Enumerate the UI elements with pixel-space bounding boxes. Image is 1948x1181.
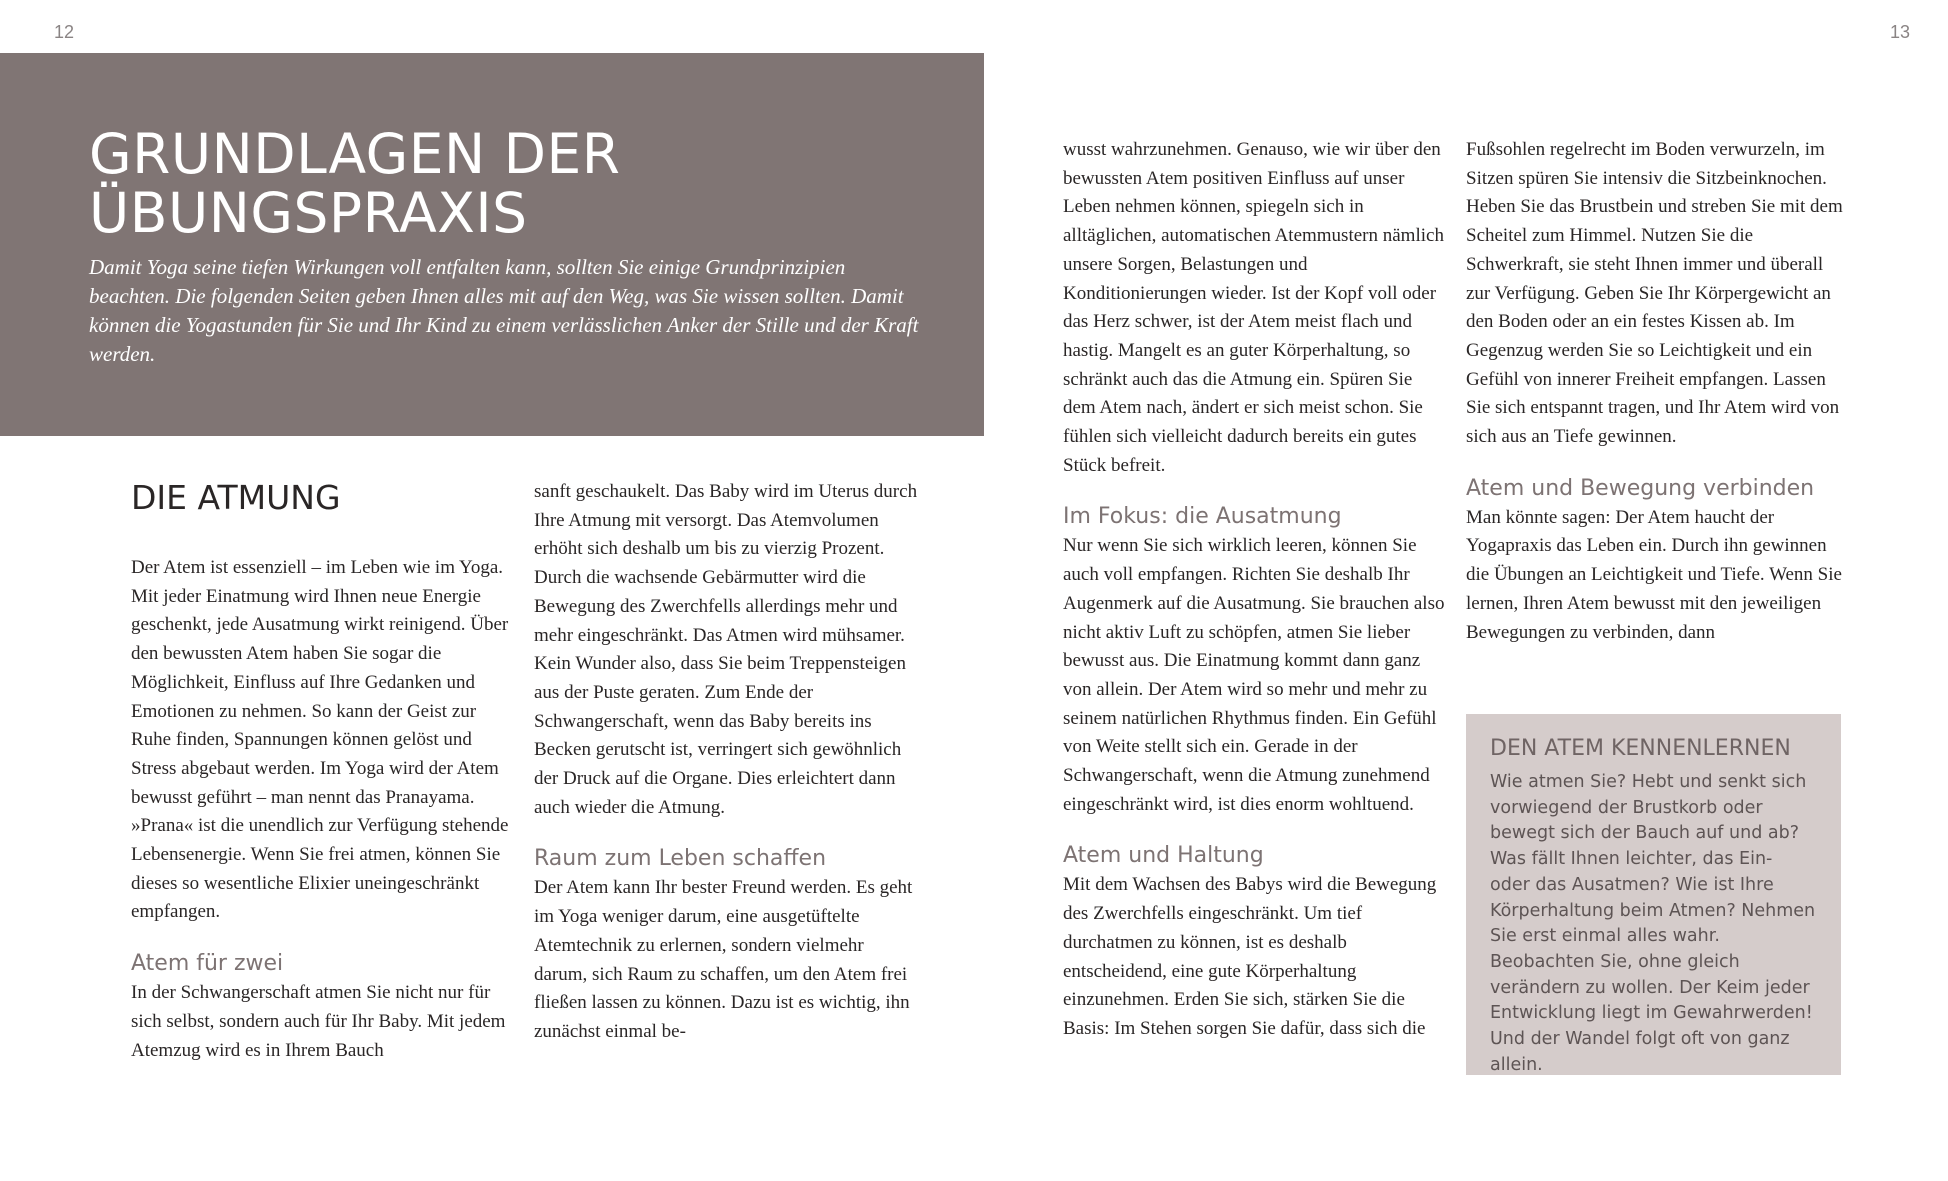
subheading: Atem und Bewegung verbinden: [1466, 475, 1815, 501]
subheading: Im Fokus: die Ausatmung: [1063, 504, 1342, 530]
text-column-3: [1063, 136, 1448, 1044]
paragraph: Der Atem kann Ihr bester Freund werden. Es geht im Yoga weniger darum, eine ausgetüftelte Atemtechnik zu erlernen, sondern vielmehr darum, sich Raum zu schaffen, um den Atem frei fließen lassen zu können. Dazu ist es wichtig, ihn zunächst einmal be-: [534, 877, 913, 1042]
chapter-title: GRUNDLAGEN DER ÜBUNGSPRAXIS: [89, 122, 621, 245]
text-column-1: [131, 478, 516, 1065]
subheading: Raum zum Leben schaffen: [534, 846, 827, 872]
info-box-title: DEN ATEM KENNENLERNEN: [1490, 736, 1791, 761]
paragraph: In der Schwangerschaft atmen Sie nicht nur für sich selbst, sondern auch für Ihr Baby. Mit jedem Atemzug wird es in Ihrem Bauch: [131, 982, 506, 1061]
paragraph: Fußsohlen regelrecht im Boden verwurzeln, im Sitzen spüren Sie intensiv die Sitzbeinknochen. Heben Sie das Brustbein und streben Sie mit dem Scheitel zum Himmel. Nutzen Sie die Schwerkraft, sie steht Ihnen immer und überall zur Verfügung. Geben Sie Ihr Körpergewicht an den Boden oder an ein festes Kissen ab. Im Gegenzug werden Sie so Leichtigkeit und ein Gefühl von innerer Freiheit empfangen. Lassen Sie sich entspannt tragen, und Ihr Atem wird von sich aus an Tiefe gewinnen.: [1466, 139, 1843, 448]
chapter-header: [0, 53, 984, 436]
paragraph: sanft geschaukelt. Das Baby wird im Uterus durch Ihre Atmung mit versorgt. Das Atemvolumen erhöht sich deshalb um bis zu vierzig Prozent. Durch die wachsende Gebärmutter wird die Bewegung des Zwerchfells allerdings mehr und mehr eingeschränkt. Das Atmen wird mühsamer. Kein Wunder also, dass Sie beim Treppensteigen aus der Puste geraten. Zum Ende der Schwangerschaft, wenn das Baby bereits ins Becken gerutscht ist, verringert sich gewöhnlich der Druck auf die Organe. Dies erleichtert dann auch wieder die Atmung.: [534, 481, 918, 818]
text-column-2: [534, 478, 919, 1047]
info-box-text: Wie atmen Sie? Hebt und senkt sich vorwiegend der Brustkorb oder bewegt sich der Bauch auf und ab? Was fällt Ihnen leichter, das Ein- oder das Ausatmen? Wie ist Ihre Körperhaltung beim Atmen? Nehmen Sie erst einmal alles wahr. Beobachten Sie, ohne gleich verändern zu wollen. Der Keim jeder Entwicklung liegt im Gewahrwerden! Und der Wandel folgt oft von ganz allein.: [1490, 772, 1816, 1075]
subheading: Atem und Haltung: [1063, 843, 1264, 869]
info-box: [1466, 714, 1841, 1075]
paragraph: Man könnte sagen: Der Atem haucht der Yogapraxis das Leben ein. Durch ihn gewinnen die Übungen an Leichtigkeit und Tiefe. Wenn Sie lernen, Ihren Atem bewusst mit den jeweiligen Bewegungen zu verbinden, dann: [1466, 506, 1842, 643]
paragraph: wusst wahrzunehmen. Genauso, wie wir über den bewussten Atem positiven Einfluss auf unser Leben nehmen können, spiegeln sich in alltäglichen, automatischen Atemmustern nämlich unsere Sorgen, Belastungen und Konditionierungen wieder. Ist der Kopf voll oder das Herz schwer, ist der Atem meist flach und hastig. Mangelt es an guter Körperhaltung, so schränkt auch das die Atmung ein. Spüren Sie dem Atem nach, ändert er sich meist schon. Sie fühlen sich vielleicht dadurch bereits ein gutes Stück befreit.: [1063, 139, 1444, 476]
page-number-right: 13: [1890, 22, 1911, 42]
section-title: DIE ATMUNG: [131, 478, 341, 517]
chapter-intro: Damit Yoga seine tiefen Wirkungen voll entfalten kann, sollten Sie einige Grundprinzipien beachten. Die folgenden Seiten geben Ihnen alles mit auf den Weg, was Sie wissen sollten. Damit können die Yogastunden für Sie und Ihr Kind zu einem verlässlichen Anker der Stille und der Kraft werden.: [89, 255, 919, 366]
page-number-left: 12: [54, 22, 75, 42]
paragraph: Nur wenn Sie sich wirklich leeren, können Sie auch voll empfangen. Richten Sie deshalb Ihr Augenmerk auf die Ausatmung. Sie brauchen also nicht aktiv Luft zu schöpfen, atmen Sie lieber bewusst aus. Die Einatmung kommt dann ganz von allein. Der Atem wird so mehr und mehr zu seinem natürlichen Rhythmus finden. Ein Gefühl von Weite stellt sich ein. Gerade in der Schwangerschaft, wenn die Atmung zunehmend eingeschränkt wird, ist dies enorm wohltuend.: [1063, 535, 1445, 815]
text-column-4: [1466, 136, 1851, 647]
paragraph: Mit dem Wachsen des Babys wird die Bewegung des Zwerchfells eingeschränkt. Um tief durchatmen zu können, ist es deshalb entscheidend, eine gute Körperhaltung einzunehmen. Erden Sie sich, stärken Sie die Basis: Im Stehen sorgen Sie dafür, dass sich die: [1063, 874, 1437, 1039]
paragraph: Der Atem ist essenziell – im Leben wie im Yoga. Mit jeder Einatmung wird Ihnen neue Energie geschenkt, jede Ausatmung wirkt reinigend. Über den bewussten Atem haben Sie sogar die Möglichkeit, Einfluss auf Ihre Gedanken und Emotionen zu nehmen. So kann der Geist zur Ruhe finden, Spannungen können gelöst und Stress abgebaut werden. Im Yoga wird der Atem bewusst geführt – man nennt das Pranayama. »Prana« ist die unendlich zur Verfügung stehende Lebensenergie. Wenn Sie frei atmen, können Sie dieses so wesentliche Elixier uneingeschränkt empfangen.: [131, 557, 509, 923]
subheading: Atem für zwei: [131, 951, 284, 977]
